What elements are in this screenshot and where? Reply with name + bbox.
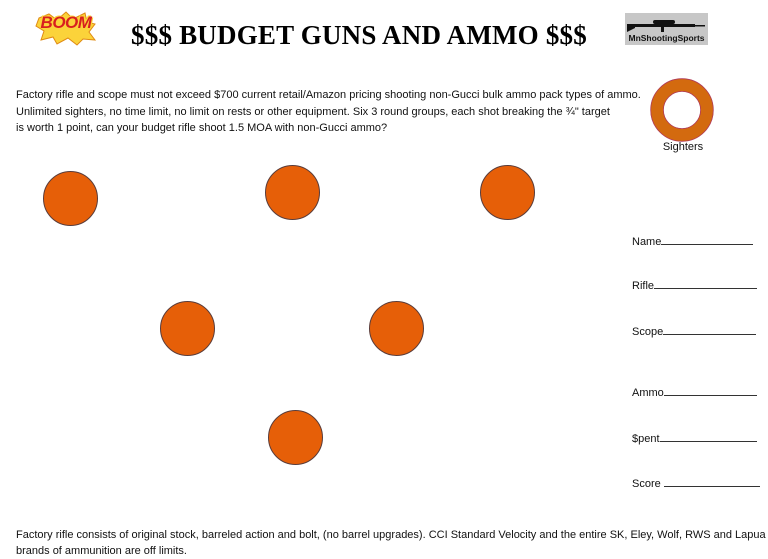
- spent-field[interactable]: [632, 430, 757, 445]
- target-3: [480, 165, 535, 220]
- name-label: Name: [632, 236, 662, 248]
- scope-label: Scope: [632, 326, 664, 338]
- boom-text: BOOM: [40, 13, 92, 32]
- spent-label: $pent: [632, 433, 660, 445]
- target-4: [160, 301, 215, 356]
- target-6: [268, 410, 323, 465]
- score-label: Score: [632, 478, 661, 490]
- sighters-label: Sighters: [662, 141, 704, 153]
- target-2: [265, 165, 320, 220]
- sighter-target: [650, 78, 714, 142]
- rifle-line[interactable]: [654, 277, 757, 289]
- scope-field[interactable]: [632, 323, 756, 338]
- scope-line[interactable]: [663, 323, 756, 335]
- rules-line-3: is worth 1 point, can your budget rifle shoot 1.5 MOA with non-Gucci ammo?: [16, 122, 388, 134]
- footer-line-1: Factory rifle consists of original stock, barreled action and bolt, (no barrel upgrades). CCI Standard Velocity and the entire SK, Eley, Wolf, RWS and Lapua: [16, 529, 766, 541]
- rifle-field[interactable]: [632, 277, 757, 292]
- footer-text: [16, 527, 766, 559]
- page-title: $$$ BUDGET GUNS AND AMMO $$$: [131, 20, 587, 50]
- target-1: [43, 171, 98, 226]
- rules-line-2: Unlimited sighters, no time limit, no limit on rests or other equipment. Six 3 round groups, each shot breaking the ¾" target: [16, 105, 610, 118]
- rifle-icon: [625, 15, 708, 35]
- mnshootingsports-logo: [625, 13, 708, 45]
- rules-text: [16, 87, 656, 137]
- ammo-field[interactable]: [632, 384, 757, 399]
- name-line[interactable]: [661, 233, 753, 245]
- footer-line-2: brands of ammunition are off limits.: [16, 545, 187, 557]
- logo-text: MnShootingSports: [628, 33, 705, 43]
- ammo-line[interactable]: [664, 384, 757, 396]
- name-field[interactable]: [632, 233, 753, 248]
- rifle-label: Rifle: [632, 280, 655, 292]
- ammo-label: Ammo: [632, 387, 664, 399]
- spent-line[interactable]: [660, 430, 757, 442]
- score-field[interactable]: [632, 475, 760, 490]
- target-5: [369, 301, 424, 356]
- score-line[interactable]: [664, 475, 760, 487]
- rules-line-1: Factory rifle and scope must not exceed $700 current retail/Amazon pricing shooting non-Gucci bulk ammo pack types of ammo.: [16, 89, 641, 101]
